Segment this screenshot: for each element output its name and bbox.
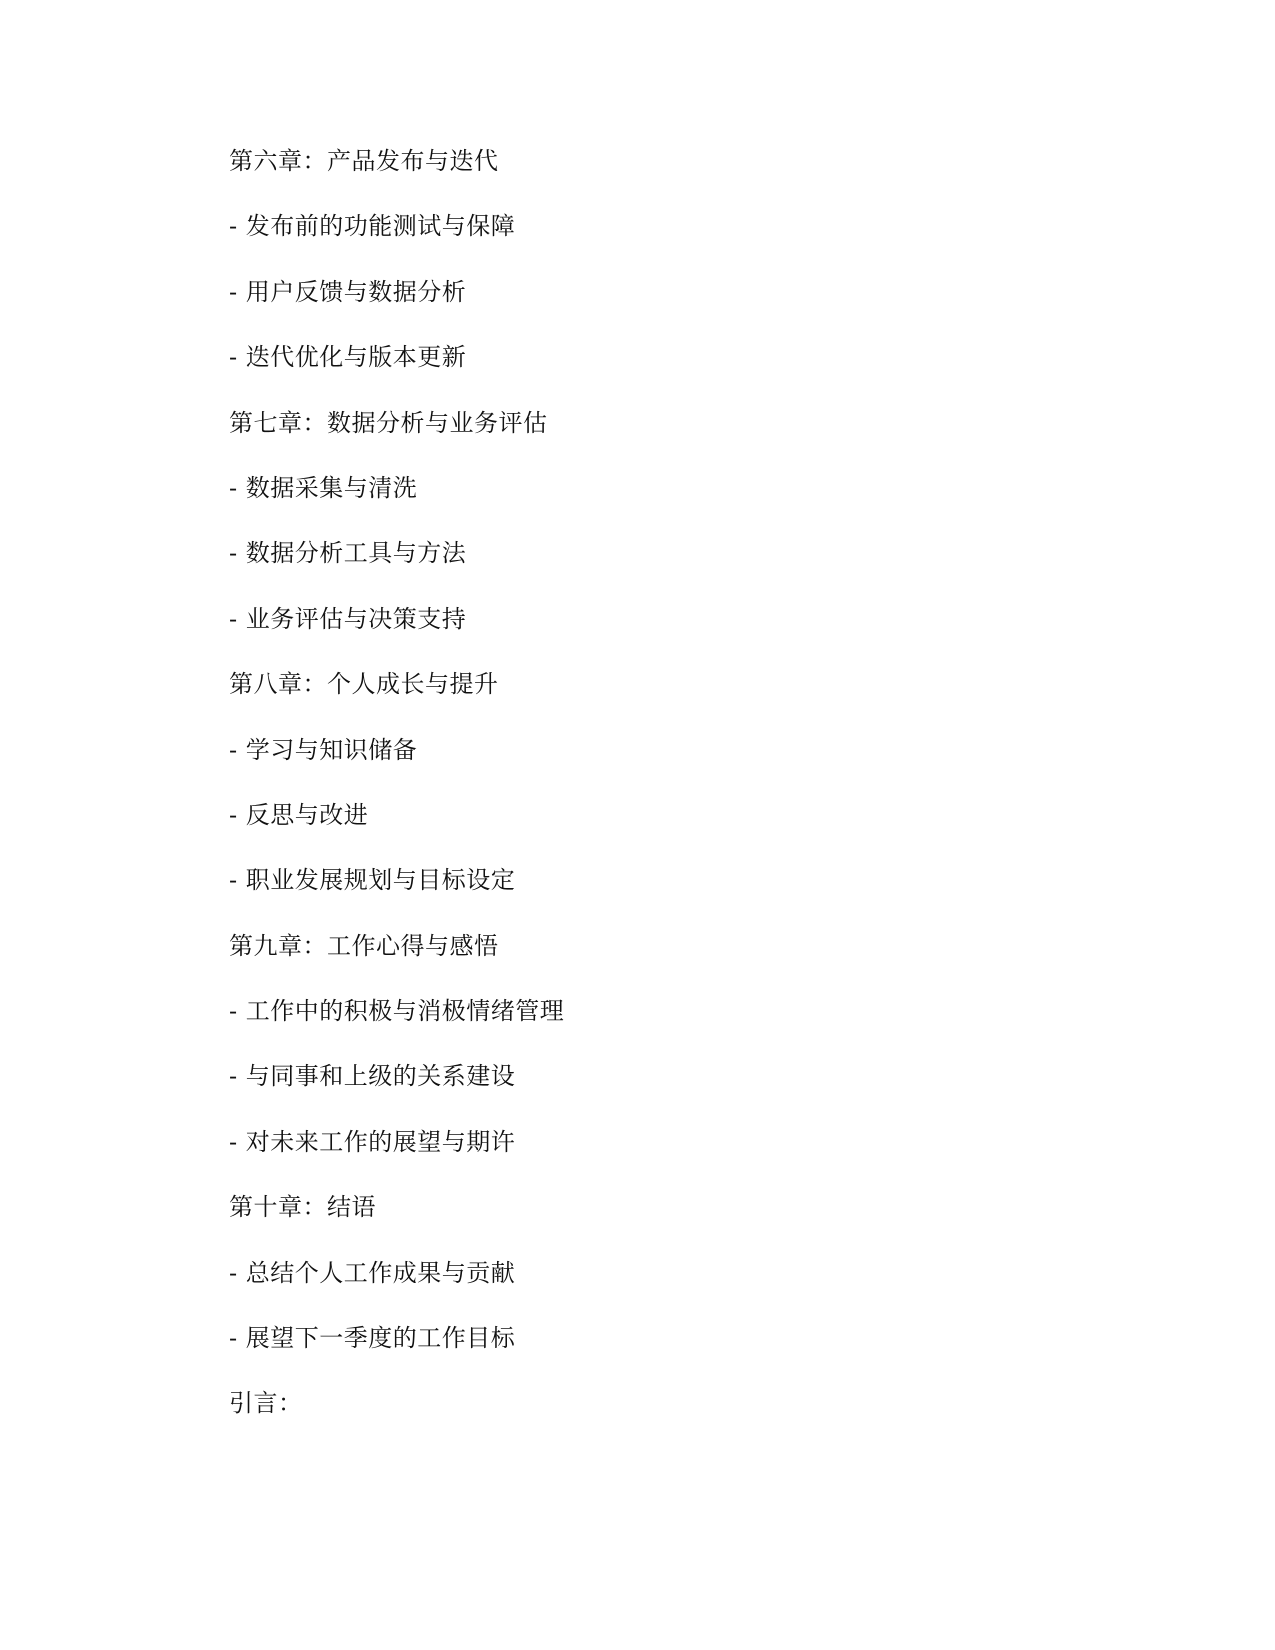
list-item: - 业务评估与决策支持 bbox=[229, 604, 467, 633]
list-item: - 与同事和上级的关系建设 bbox=[229, 1062, 516, 1091]
document-body bbox=[229, 143, 1129, 1451]
list-item: - 数据分析工具与方法 bbox=[229, 539, 467, 568]
list-item: - 数据采集与清洗 bbox=[229, 473, 418, 502]
list-item: - 发布前的功能测试与保障 bbox=[229, 212, 516, 241]
list-item: - 迭代优化与版本更新 bbox=[229, 343, 467, 372]
list-item: - 总结个人工作成果与贡献 bbox=[229, 1258, 516, 1287]
chapter-9-heading: 第九章：工作心得与感悟 bbox=[229, 931, 499, 960]
chapter-8-heading: 第八章：个人成长与提升 bbox=[229, 670, 499, 699]
list-item: - 学习与知识储备 bbox=[229, 735, 418, 764]
list-item: - 职业发展规划与目标设定 bbox=[229, 866, 516, 895]
chapter-7-heading: 第七章：数据分析与业务评估 bbox=[229, 408, 548, 437]
chapter-6-heading: 第六章：产品发布与迭代 bbox=[229, 147, 499, 175]
list-item: - 对未来工作的展望与期许 bbox=[229, 1127, 516, 1156]
introduction-heading: 引言： bbox=[229, 1389, 303, 1418]
list-item: - 反思与改进 bbox=[229, 800, 369, 829]
list-item: - 展望下一季度的工作目标 bbox=[229, 1324, 516, 1353]
chapter-10-heading: 第十章：结语 bbox=[229, 1193, 376, 1222]
list-item: - 工作中的积极与消极情绪管理 bbox=[229, 997, 565, 1026]
list-item: - 用户反馈与数据分析 bbox=[229, 277, 467, 306]
